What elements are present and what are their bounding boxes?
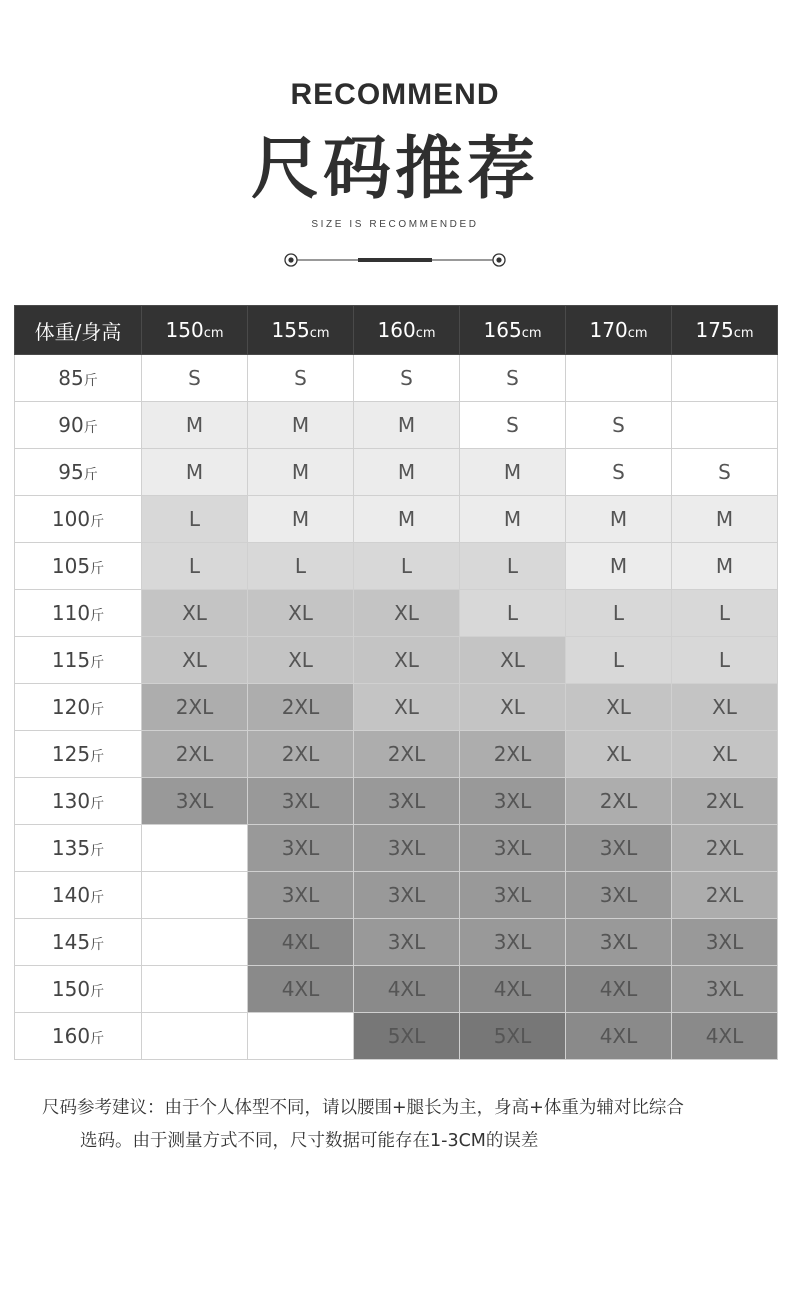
- size-cell: 3XL: [248, 778, 354, 825]
- size-cell: L: [142, 543, 248, 590]
- height-header-160: [354, 306, 460, 355]
- table-row: [15, 355, 778, 402]
- size-cell: M: [142, 449, 248, 496]
- size-cell: [566, 355, 672, 402]
- weight-value: 100: [51, 507, 91, 531]
- size-cell: 3XL: [566, 919, 672, 966]
- table-row: [15, 919, 778, 966]
- size-cell: 2XL: [672, 872, 778, 919]
- size-cell: M: [354, 402, 460, 449]
- size-cell: [142, 1013, 248, 1060]
- size-cell: M: [354, 449, 460, 496]
- weight-label: [15, 543, 142, 590]
- height-value: 175: [695, 318, 734, 342]
- size-cell: 2XL: [142, 731, 248, 778]
- note-line-1: 尺码参考建议：由于个人体型不同，请以腰围+腿长为主，身高+体重为辅对比综合: [42, 1098, 684, 1118]
- size-cell: 3XL: [354, 919, 460, 966]
- size-cell: [142, 966, 248, 1013]
- size-cell: M: [672, 496, 778, 543]
- size-cell: XL: [460, 637, 566, 684]
- size-cell: [142, 872, 248, 919]
- weight-unit: 斤: [90, 984, 105, 1000]
- size-cell: M: [460, 449, 566, 496]
- size-cell: XL: [354, 637, 460, 684]
- weight-value: 120: [51, 695, 91, 719]
- weight-value: 145: [51, 930, 91, 954]
- size-cell: L: [566, 637, 672, 684]
- size-cell: 3XL: [460, 872, 566, 919]
- size-cell: 3XL: [672, 919, 778, 966]
- size-cell: M: [460, 496, 566, 543]
- size-cell: 4XL: [248, 966, 354, 1013]
- weight-value: 125: [51, 742, 91, 766]
- weight-value: 160: [51, 1024, 91, 1048]
- size-cell: 2XL: [672, 825, 778, 872]
- weight-unit: 斤: [90, 655, 105, 671]
- size-cell: XL: [460, 684, 566, 731]
- size-cell: 3XL: [142, 778, 248, 825]
- size-cell: 2XL: [142, 684, 248, 731]
- size-cell: 2XL: [460, 731, 566, 778]
- table-row: [15, 543, 778, 590]
- size-cell: S: [566, 402, 672, 449]
- table-row: [15, 872, 778, 919]
- size-cell: 4XL: [248, 919, 354, 966]
- size-cell: M: [248, 496, 354, 543]
- weight-label: [15, 778, 142, 825]
- size-cell: [248, 1013, 354, 1060]
- weight-value: 150: [51, 977, 91, 1001]
- size-cell: S: [248, 355, 354, 402]
- size-cell: XL: [354, 590, 460, 637]
- weight-label: [15, 872, 142, 919]
- weight-unit: 斤: [90, 843, 105, 859]
- size-cell: L: [354, 543, 460, 590]
- table-row: [15, 449, 778, 496]
- height-value: 165: [483, 318, 522, 342]
- weight-label: [15, 449, 142, 496]
- weight-unit: 斤: [83, 373, 98, 389]
- size-cell: [672, 355, 778, 402]
- size-cell: [142, 825, 248, 872]
- size-cell: 5XL: [460, 1013, 566, 1060]
- weight-label: [15, 966, 142, 1013]
- height-unit: cm: [521, 326, 542, 341]
- table-row: [15, 496, 778, 543]
- note-line-2: 选码。由于测量方式不同，尺寸数据可能存在1-3CM的误差: [80, 1131, 539, 1151]
- size-cell: XL: [672, 731, 778, 778]
- weight-label: [15, 684, 142, 731]
- size-cell: M: [248, 449, 354, 496]
- height-unit: cm: [627, 326, 648, 341]
- size-chart-table: [14, 305, 778, 1060]
- height-header-155: [248, 306, 354, 355]
- size-cell: 3XL: [248, 872, 354, 919]
- size-cell: 3XL: [354, 778, 460, 825]
- page-subtitle: SIZE IS RECOMMENDED: [311, 219, 479, 230]
- weight-label: [15, 402, 142, 449]
- height-value: 170: [589, 318, 628, 342]
- table-row: [15, 402, 778, 449]
- size-cell: M: [672, 543, 778, 590]
- size-cell: XL: [566, 731, 672, 778]
- weight-label: [15, 919, 142, 966]
- size-cell: L: [460, 590, 566, 637]
- size-cell: 3XL: [354, 872, 460, 919]
- height-header-170: [566, 306, 672, 355]
- weight-value: 85: [58, 366, 84, 390]
- weight-value: 90: [58, 413, 84, 437]
- size-cell: 2XL: [566, 778, 672, 825]
- height-value: 150: [165, 318, 204, 342]
- size-cell: L: [672, 637, 778, 684]
- size-cell: XL: [566, 684, 672, 731]
- size-cell: S: [672, 449, 778, 496]
- table-row: [15, 731, 778, 778]
- size-cell: XL: [354, 684, 460, 731]
- size-cell: 3XL: [672, 966, 778, 1013]
- size-cell: M: [566, 496, 672, 543]
- table-row: [15, 825, 778, 872]
- height-value: 155: [271, 318, 310, 342]
- size-cell: M: [354, 496, 460, 543]
- weight-label: [15, 731, 142, 778]
- size-cell: XL: [142, 590, 248, 637]
- size-cell: 4XL: [566, 1013, 672, 1060]
- weight-label: [15, 590, 142, 637]
- weight-value: 130: [51, 789, 91, 813]
- header-row: [15, 306, 778, 355]
- size-cell: 2XL: [248, 731, 354, 778]
- table-row: [15, 1013, 778, 1060]
- weight-unit: 斤: [90, 1031, 105, 1047]
- weight-value: 95: [58, 460, 84, 484]
- weight-unit: 斤: [90, 937, 105, 953]
- table-row: [15, 966, 778, 1013]
- size-cell: 4XL: [354, 966, 460, 1013]
- size-cell: L: [566, 590, 672, 637]
- size-cell: [142, 919, 248, 966]
- size-cell: 4XL: [566, 966, 672, 1013]
- table-row: [15, 590, 778, 637]
- weight-unit: 斤: [90, 702, 105, 718]
- table-row: [15, 684, 778, 731]
- size-cell: 4XL: [460, 966, 566, 1013]
- size-cell: 3XL: [354, 825, 460, 872]
- weight-label: [15, 637, 142, 684]
- size-cell: S: [142, 355, 248, 402]
- weight-value: 110: [51, 601, 91, 625]
- table-row: [15, 637, 778, 684]
- size-cell: S: [566, 449, 672, 496]
- size-chart-header: [15, 306, 778, 355]
- weight-unit: 斤: [90, 608, 105, 624]
- height-value: 160: [377, 318, 416, 342]
- weight-label: [15, 825, 142, 872]
- size-cell: M: [142, 402, 248, 449]
- size-cell: M: [566, 543, 672, 590]
- size-cell: 3XL: [248, 825, 354, 872]
- size-cell: XL: [248, 590, 354, 637]
- weight-value: 140: [51, 883, 91, 907]
- size-cell: L: [672, 590, 778, 637]
- size-cell: 3XL: [566, 872, 672, 919]
- height-header-175: [672, 306, 778, 355]
- size-cell: XL: [248, 637, 354, 684]
- height-unit: cm: [203, 326, 224, 341]
- size-cell: [672, 402, 778, 449]
- height-unit: cm: [733, 326, 754, 341]
- size-cell: 2XL: [672, 778, 778, 825]
- height-unit: cm: [309, 326, 330, 341]
- decorative-divider: [283, 251, 507, 269]
- eyebrow-heading: RECOMMEND: [290, 78, 500, 111]
- size-cell: XL: [672, 684, 778, 731]
- weight-value: 115: [51, 648, 91, 672]
- corner-label: 体重/身高: [15, 306, 142, 355]
- size-cell: S: [460, 402, 566, 449]
- size-cell: 3XL: [460, 778, 566, 825]
- weight-unit: 斤: [90, 749, 105, 765]
- weight-label: [15, 1013, 142, 1060]
- size-cell: S: [354, 355, 460, 402]
- weight-label: [15, 496, 142, 543]
- size-cell: 2XL: [354, 731, 460, 778]
- page-title: 尺码推荐: [250, 130, 539, 209]
- size-cell: L: [460, 543, 566, 590]
- size-cell: 5XL: [354, 1013, 460, 1060]
- size-cell: S: [460, 355, 566, 402]
- weight-unit: 斤: [90, 796, 105, 812]
- size-advice-note: [42, 1092, 772, 1158]
- size-chart-body: [15, 355, 778, 1060]
- size-cell: 3XL: [566, 825, 672, 872]
- weight-unit: 斤: [90, 561, 105, 577]
- size-cell: 2XL: [248, 684, 354, 731]
- size-cell: XL: [142, 637, 248, 684]
- size-cell: 3XL: [460, 919, 566, 966]
- weight-unit: 斤: [90, 890, 105, 906]
- size-cell: M: [248, 402, 354, 449]
- height-header-150: [142, 306, 248, 355]
- weight-unit: 斤: [83, 420, 98, 436]
- weight-unit: 斤: [83, 467, 98, 483]
- weight-value: 105: [51, 554, 91, 578]
- height-unit: cm: [415, 326, 436, 341]
- size-cell: 4XL: [672, 1013, 778, 1060]
- size-cell: L: [142, 496, 248, 543]
- weight-label: [15, 355, 142, 402]
- weight-unit: 斤: [90, 514, 105, 530]
- weight-value: 135: [51, 836, 91, 860]
- height-header-165: [460, 306, 566, 355]
- table-row: [15, 778, 778, 825]
- size-cell: L: [248, 543, 354, 590]
- size-cell: 3XL: [460, 825, 566, 872]
